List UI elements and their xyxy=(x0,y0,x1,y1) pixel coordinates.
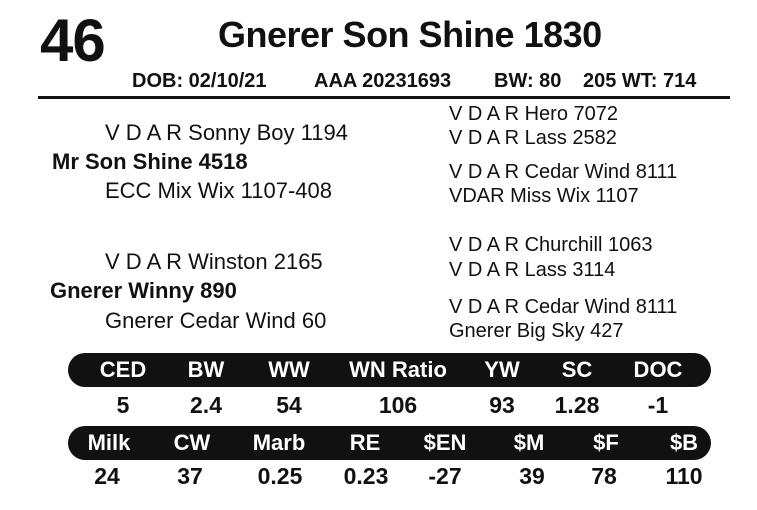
epd-value-marb: 0.25 xyxy=(257,463,303,489)
epd-value-milk: 24 xyxy=(94,463,120,489)
epd-value-yw: 93 xyxy=(489,392,515,418)
sire-sire: V D A R Sonny Boy 1194 xyxy=(105,120,348,145)
epd-header-f: $F xyxy=(593,430,619,455)
header-divider xyxy=(38,96,730,99)
dam-dam-dam: Gnerer Big Sky 427 xyxy=(449,320,624,342)
epd-header-wn-ratio: WN Ratio xyxy=(349,357,447,382)
sire-dam-sire: V D A R Cedar Wind 8111 xyxy=(449,161,678,183)
epd-header-doc: DOC xyxy=(633,357,683,382)
epd-value-re: 0.23 xyxy=(343,463,389,489)
epd-value-b: 110 xyxy=(665,463,703,489)
birth-weight: BW: 80 xyxy=(494,70,562,92)
epd-value-en: -27 xyxy=(428,463,462,489)
epd-value-cw: 37 xyxy=(177,463,203,489)
epd-value-ww: 54 xyxy=(276,392,302,418)
sire-dam-dam: VDAR Miss Wix 1107 xyxy=(449,185,639,207)
sire-sire-sire: V D A R Hero 7072 xyxy=(449,103,618,125)
epd-header-ww: WW xyxy=(268,357,310,382)
epd-header-marb: Marb xyxy=(252,430,306,455)
epd-header-re: RE xyxy=(349,430,381,455)
dam-sire-dam: V D A R Lass 3114 xyxy=(449,259,616,281)
sire-sire-dam: V D A R Lass 2582 xyxy=(449,127,617,149)
dob: DOB: 02/10/21 xyxy=(132,70,267,92)
animal-name: Gnerer Son Shine 1830 xyxy=(218,14,602,55)
sire-name: Mr Son Shine 4518 xyxy=(52,149,248,174)
epd-header-sc: SC xyxy=(561,357,593,382)
dam-dam: Gnerer Cedar Wind 60 xyxy=(105,308,327,333)
epd-value-m: 39 xyxy=(519,463,545,489)
dam-sire: V D A R Winston 2165 xyxy=(105,249,323,274)
weaning-weight-205: 205 WT: 714 xyxy=(583,70,697,92)
epd-header-milk: Milk xyxy=(87,430,131,455)
epd-header-bw: BW xyxy=(187,357,225,382)
dam-dam-sire: V D A R Cedar Wind 8111 xyxy=(449,296,678,318)
epd-header-yw: YW xyxy=(484,357,520,382)
epd-header-b: $B xyxy=(669,430,699,455)
epd-value-doc: -1 xyxy=(647,392,669,418)
epd-value-bw: 2.4 xyxy=(190,392,222,418)
epd-header-ced: CED xyxy=(99,357,147,382)
epd-value-sc: 1.28 xyxy=(554,392,600,418)
epd-value-f: 78 xyxy=(591,463,617,489)
epd-header-cw: CW xyxy=(173,430,211,455)
lot-number: 46 xyxy=(40,7,105,74)
epd-header-m: $M xyxy=(513,430,545,455)
epd-value-ced: 5 xyxy=(116,392,130,418)
epd-header-en: $EN xyxy=(423,430,467,455)
epd-value-wn-ratio: 106 xyxy=(378,392,418,418)
dam-name: Gnerer Winny 890 xyxy=(50,278,237,303)
sire-dam: ECC Mix Wix 1107-408 xyxy=(105,178,332,203)
dam-sire-sire: V D A R Churchill 1063 xyxy=(449,234,653,256)
registration-number: AAA 20231693 xyxy=(314,70,452,92)
